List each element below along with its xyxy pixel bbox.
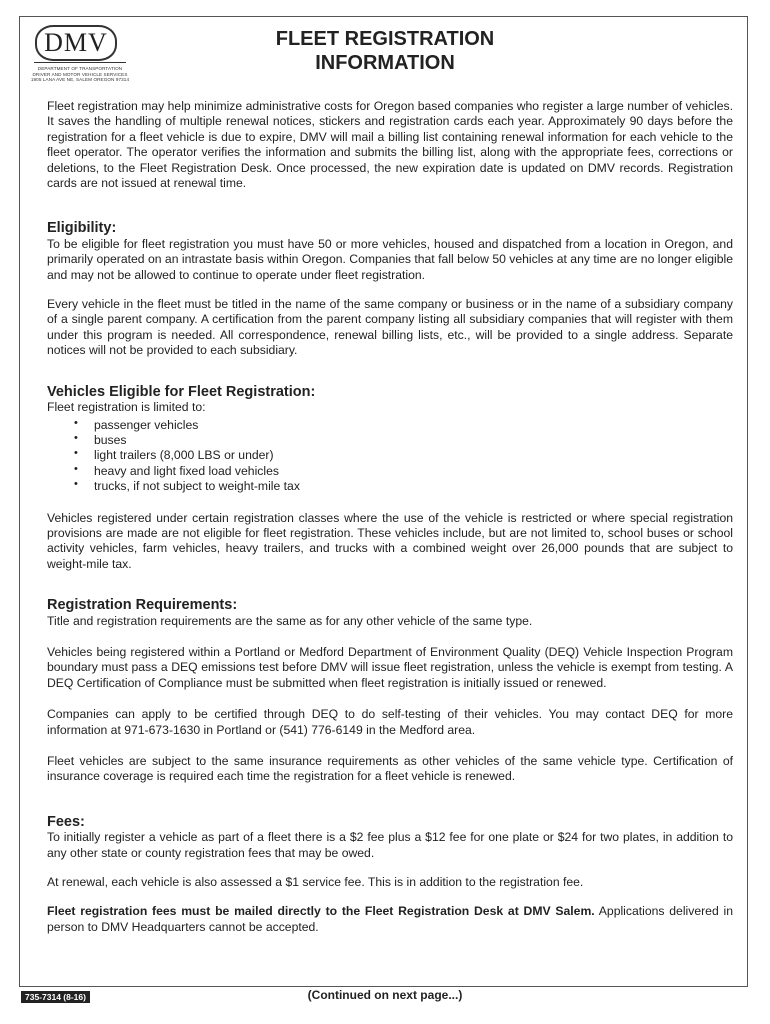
dmv-logo-text: DMV [44, 28, 108, 57]
dmv-logo-badge [35, 25, 117, 61]
vehicles-paragraph: Vehicles registered under certain registration classes where the use of the vehicle is restricted or where special registration provisions are made are not eligible for fleet registration. These vehicles include, but are not limited to, school buses or school activity vehicles, farm vehicles, heavy trailers, and trucks with a combined weight over 26,000 pounds that are subject to weight-mile tax. [47, 510, 733, 571]
logo-rule [34, 62, 126, 63]
list-item: • buses [74, 431, 127, 447]
requirements-paragraph-1: Title and registration requirements are the same as for any other vehicle of the same type. [47, 613, 533, 628]
fees-heading: Fees: [47, 813, 85, 830]
requirements-paragraph-3: Companies can apply to be certified through DEQ to do self-testing of their vehicles. You may contact DEQ for more information at 971-673-1630 in Portland or (541) 776-6149 in the Medford area. [47, 707, 733, 737]
dmv-logo [30, 25, 130, 83]
logo-address [30, 66, 130, 83]
bullet-icon: • [74, 447, 78, 460]
logo-line-2: DRIVER AND MOTOR VEHICLE SERVICES [32, 71, 128, 77]
list-item: • passenger vehicles [74, 416, 199, 432]
document-body [47, 99, 733, 935]
logo-line-3: 1905 LANA AVE NE, SALEM OREGON 97314 [30, 77, 130, 83]
logo-line-1: DEPARTMENT OF TRANSPORTATION [37, 66, 123, 71]
fees-paragraph-2: At renewal, each vehicle is also assessed a $1 service fee. This is in addition to the registration fee. [47, 875, 584, 890]
vehicle-list [47, 418, 733, 495]
eligibility-paragraph-1: To be eligible for fleet registration you must have 50 or more vehicles, housed and dispatched from a location in Oregon, and primarily operated on an intrastate basis within Oregon. Companies that fall below 50 vehicles at any time are no longer eligible and may not be allowed to continue to operate under fleet registration. [47, 236, 733, 282]
intro-paragraph: Fleet registration may help minimize administrative costs for Oregon based companies who register a large number of vehicles. It saves the handling of multiple renewal notices, stickers and registration cards each year. Approximately 90 days before the registration for a fleet vehicle is due to expire, DMV will mail a billing list containing renewal information for each vehicle to the fleet operator. The operator verifies the information and submits the billing list, along with the appropriate fees, corrections or deletions, to the Fleet Registration Desk. Once processed, the new expiration date is updated on DMV records. Registration cards are not issued at renewal time. [47, 99, 733, 191]
bullet-icon: • [74, 462, 78, 475]
list-item: • light trailers (8,000 LBS or under) [74, 447, 274, 463]
continued-note: (Continued on next page...) [307, 988, 463, 1002]
requirements-paragraph-4: Fleet vehicles are subject to the same insurance requirements as other vehicles of the same vehicle type. Certification of insurance coverage is required each time the registration for a fleet vehicle is renewed. [47, 754, 733, 784]
bullet-icon: • [74, 416, 78, 429]
fees-delivery-note: Applications delivered in person to DMV Headquarters cannot be accepted. [47, 904, 733, 934]
bullet-icon: • [74, 431, 78, 444]
fees-mailing-notice: Fleet registration fees must be mailed directly to the Fleet Registration Desk at DMV Salem. [47, 904, 595, 919]
eligibility-heading: Eligibility: [47, 220, 117, 237]
list-item: • trucks, if not subject to weight-mile tax [74, 478, 300, 494]
page-title [200, 27, 570, 75]
form-code: 735-7314 (8-16) [21, 991, 90, 1003]
eligibility-paragraph-2: Every vehicle in the fleet must be titled in the name of the same company or business or in the name of a subsidiary company of a single parent company. A certification from the parent company listing all subsidiary companies that will register with them under this program is needed. All correspondence, renewal billing lists, etc., will be provided to a single address. Separate notices will not be provided to each subsidiary. [47, 297, 733, 358]
bullet-icon: • [74, 478, 78, 491]
fees-paragraph-1: To initially register a vehicle as part of a fleet there is a $2 fee plus a $12 fee for one plate or $24 for two plates, in addition to any other state or county registration fees that may be owed. [47, 830, 733, 860]
fees-paragraph-3 [47, 904, 733, 935]
requirements-heading: Registration Requirements: [47, 597, 238, 614]
list-item: • heavy and light fixed load vehicles [74, 462, 279, 478]
page-title-line-2: INFORMATION [315, 52, 455, 74]
page-title-line-1: FLEET REGISTRATION [275, 28, 495, 50]
requirements-paragraph-2: Vehicles being registered within a Portland or Medford Department of Environment Quality (DEQ) Vehicle Inspection Program boundary must pass a DEQ emissions test before DMV will issue fleet registration, unless the vehicle is exempt from testing. A DEQ Certification of Compliance must be submitted when fleet registration is initially issued or renewed. [47, 644, 733, 690]
vehicles-heading: Vehicles Eligible for Fleet Registration: [47, 383, 316, 400]
vehicles-lead: Fleet registration is limited to: [47, 400, 206, 415]
